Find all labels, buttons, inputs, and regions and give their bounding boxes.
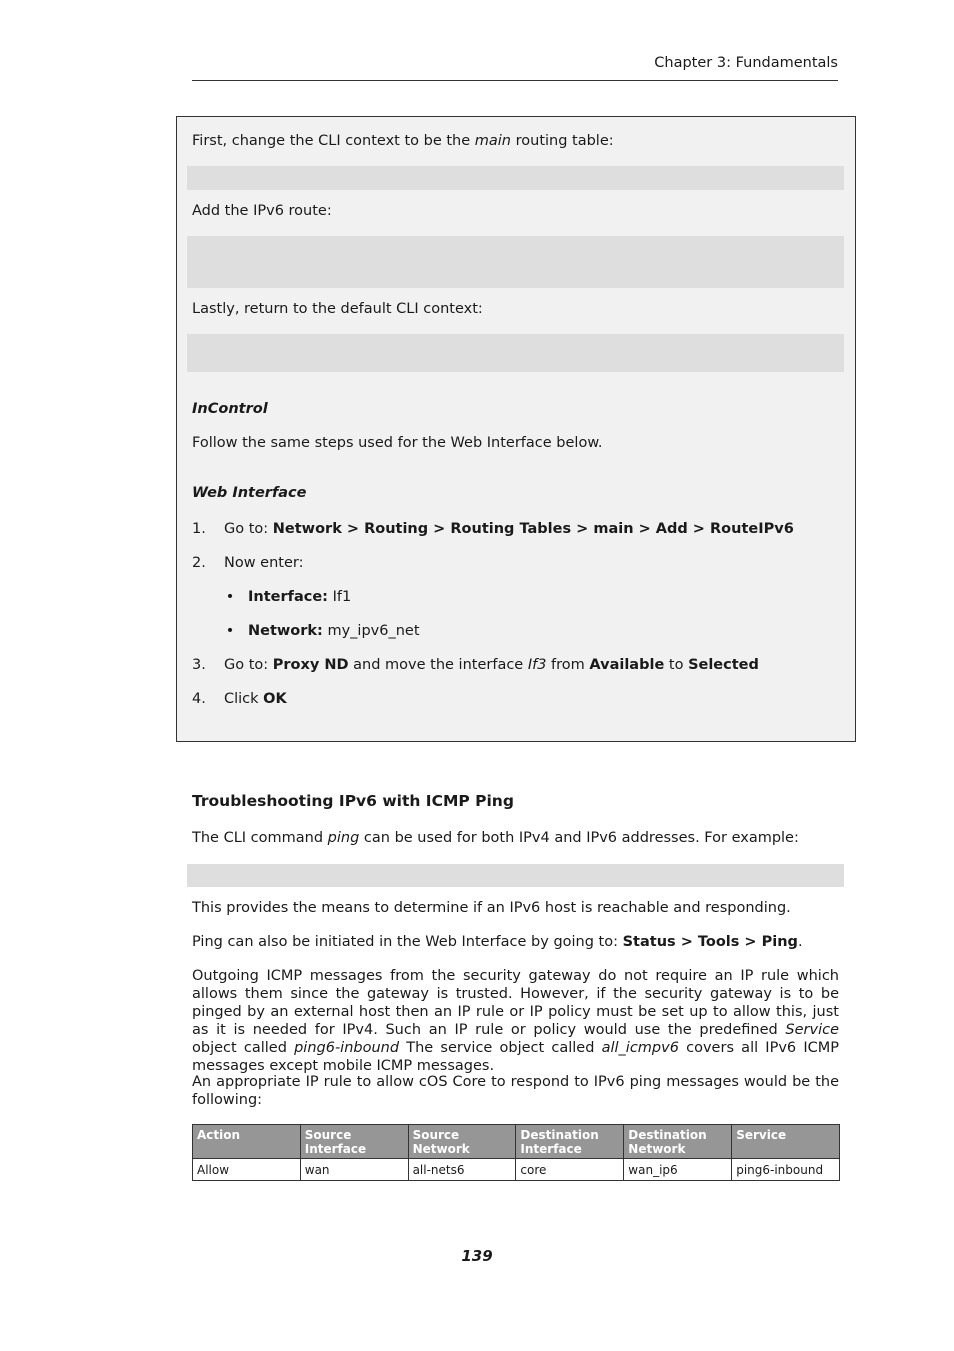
table-cell: Allow bbox=[193, 1159, 301, 1181]
step-4-a: Click bbox=[224, 691, 264, 707]
intro-text-a: First, change the CLI context to be the bbox=[192, 133, 475, 149]
bullet-interface bbox=[248, 589, 838, 605]
step-1-prefix: Go to: bbox=[224, 521, 273, 537]
page-number: 139 bbox=[461, 1247, 493, 1265]
header-line: Action bbox=[197, 1128, 241, 1142]
step-1-path: Network > Routing > Routing Tables > main > Add > RouteIPv6 bbox=[272, 521, 794, 537]
return-context-text: Lastly, return to the default CLI context: bbox=[192, 301, 483, 317]
step-3-h: Selected bbox=[688, 657, 759, 673]
intro-text-em: main bbox=[474, 133, 511, 149]
step-number: 3. bbox=[192, 657, 206, 673]
add-route-text: Add the IPv6 route: bbox=[192, 203, 332, 219]
column-header bbox=[732, 1125, 840, 1159]
step-3-d: If3 bbox=[527, 657, 547, 673]
column-header bbox=[408, 1125, 516, 1159]
network-value: my_ipv6_net bbox=[322, 623, 420, 639]
step-3-g: to bbox=[664, 657, 689, 673]
step-1-text bbox=[224, 521, 844, 537]
icmp-text-f: all_icmpv6 bbox=[601, 1040, 679, 1056]
header-line: Interface bbox=[520, 1142, 582, 1156]
column-header bbox=[193, 1125, 301, 1159]
table-cell: wan bbox=[300, 1159, 408, 1181]
icmp-text-e: The service object called bbox=[399, 1040, 602, 1056]
ping-intro-c: can be used for both IPv4 and IPv6 addresses. For example: bbox=[359, 830, 799, 846]
bullet: • bbox=[225, 589, 235, 605]
ping-web-text bbox=[192, 933, 839, 951]
header-line: Source bbox=[304, 1128, 352, 1142]
table-header-row bbox=[193, 1125, 840, 1159]
header-line: Interface bbox=[304, 1142, 367, 1156]
step-number: 1. bbox=[192, 521, 206, 537]
incontrol-text: Follow the same steps used for the Web Interface below. bbox=[192, 435, 603, 451]
step-4-b: OK bbox=[263, 691, 287, 707]
header-line: Network bbox=[628, 1142, 686, 1156]
step-3-b: Proxy ND bbox=[272, 657, 349, 673]
table-cell: core bbox=[516, 1159, 624, 1181]
step-4-text bbox=[224, 691, 844, 707]
icmp-outgoing-text bbox=[192, 967, 839, 1075]
code-block bbox=[187, 864, 844, 887]
table-row bbox=[193, 1159, 840, 1181]
bullet: • bbox=[225, 623, 235, 639]
step-2-text: Now enter: bbox=[224, 555, 304, 571]
step-3-e: from bbox=[546, 657, 590, 673]
table-cell: wan_ip6 bbox=[624, 1159, 732, 1181]
icmp-text-b: Service bbox=[785, 1022, 839, 1038]
table-cell: all-nets6 bbox=[408, 1159, 516, 1181]
ping-web-c: . bbox=[797, 934, 803, 950]
step-3-f: Available bbox=[589, 657, 665, 673]
step-3-a: Go to: bbox=[224, 657, 273, 673]
header-rule bbox=[192, 80, 838, 81]
column-header bbox=[300, 1125, 408, 1159]
interface-label: Interface: bbox=[248, 589, 328, 605]
section-title: Troubleshooting IPv6 with ICMP Ping bbox=[192, 792, 514, 810]
step-3-c: and move the interface bbox=[348, 657, 528, 673]
incontrol-heading: InControl bbox=[192, 401, 268, 417]
header-line: Source bbox=[412, 1128, 460, 1142]
code-block bbox=[187, 334, 844, 372]
code-block bbox=[187, 166, 844, 190]
chapter-header: Chapter 3: Fundamentals bbox=[654, 55, 838, 71]
header-line: Service bbox=[736, 1128, 787, 1142]
interface-value: If1 bbox=[327, 589, 352, 605]
ping-intro-em: ping bbox=[327, 830, 360, 846]
ping-web-path: Status > Tools > Ping bbox=[622, 934, 798, 950]
network-label: Network: bbox=[248, 623, 323, 639]
column-header bbox=[516, 1125, 624, 1159]
ping-intro-text bbox=[192, 829, 839, 847]
step-number: 2. bbox=[192, 555, 206, 571]
icmp-text-g: covers all IPv6 ICMP messages except mobile ICMP messages. bbox=[192, 1040, 839, 1074]
code-block bbox=[187, 236, 844, 288]
table-cell: ping6-inbound bbox=[732, 1159, 840, 1181]
header-line: Destination bbox=[628, 1128, 707, 1142]
header-line: Destination bbox=[520, 1128, 599, 1142]
icmp-text-a: Outgoing ICMP messages from the security gateway do not require an IP rule which allows them since the gateway is trusted. However, if the security gateway is to be pinged by an external host then an IP rule or IP policy must be set up to allow this, just as it is needed for IPv4. Such an IP rule or policy would use the predefined bbox=[192, 968, 839, 1038]
column-header bbox=[624, 1125, 732, 1159]
ip-rule-table bbox=[192, 1124, 840, 1181]
ping-web-a: Ping can also be initiated in the Web Interface by going to: bbox=[192, 934, 623, 950]
header-line: Network bbox=[412, 1142, 470, 1156]
bullet-network bbox=[248, 623, 838, 639]
icmp-text-c: object called bbox=[192, 1040, 295, 1056]
step-3-text bbox=[224, 657, 844, 673]
web-interface-heading: Web Interface bbox=[192, 485, 307, 501]
ping-means-text: This provides the means to determine if an IPv6 host is reachable and responding. bbox=[192, 900, 791, 916]
ping-intro-a: The CLI command bbox=[192, 830, 328, 846]
ip-rule-intro-text: An appropriate IP rule to allow cOS Core to respond to IPv6 ping messages would be the following: bbox=[192, 1074, 839, 1108]
icmp-text-d: ping6-inbound bbox=[294, 1040, 400, 1056]
example-intro-text bbox=[192, 132, 839, 150]
intro-text-b: routing table: bbox=[511, 133, 614, 149]
step-number: 4. bbox=[192, 691, 206, 707]
